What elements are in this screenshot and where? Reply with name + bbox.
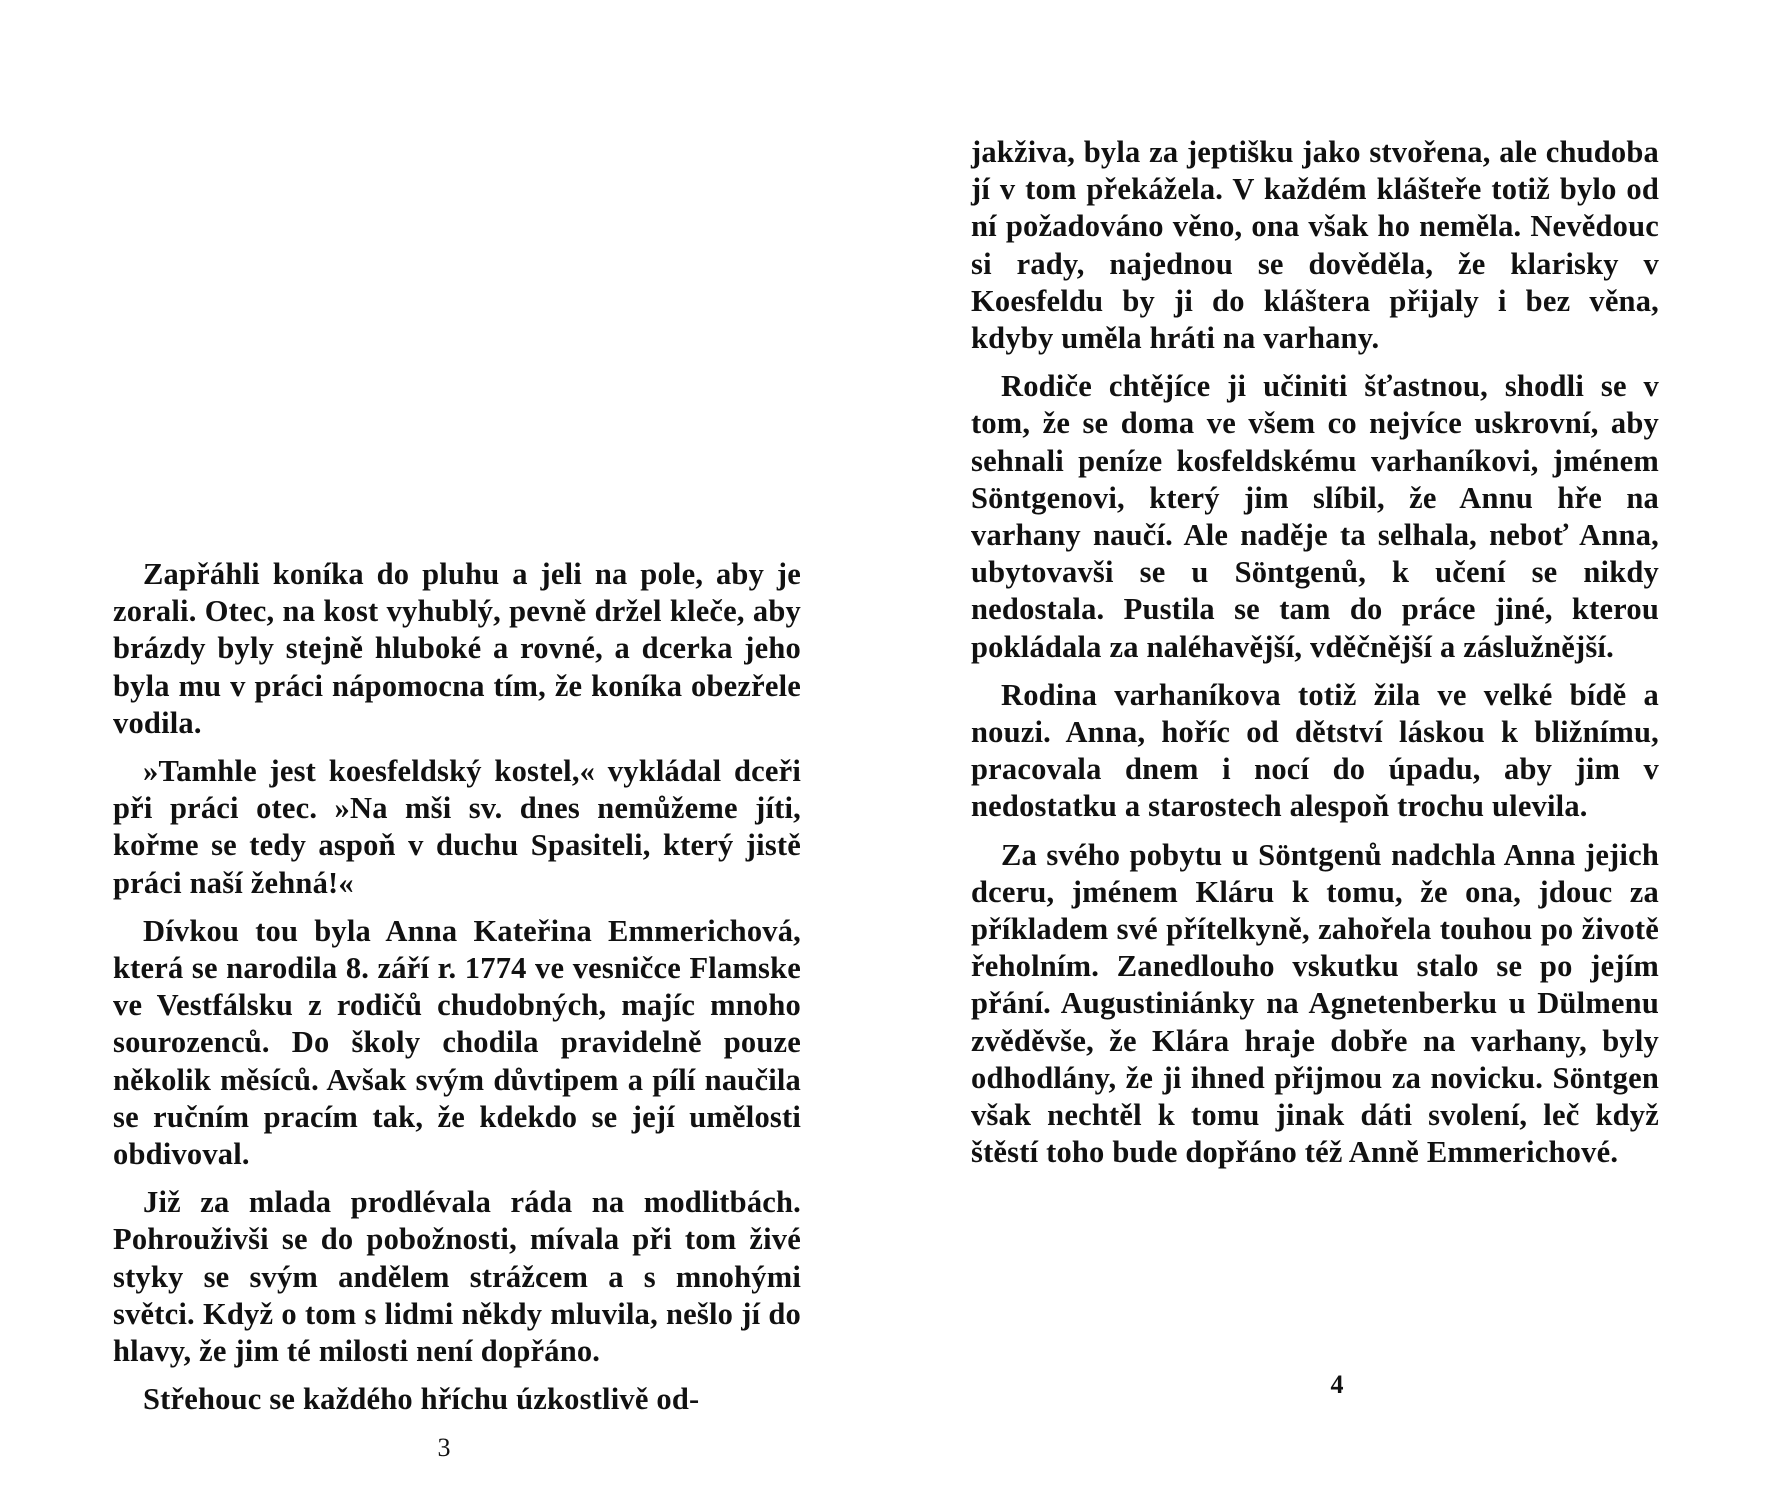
paragraph-left-2: »Tamhle jest koesfeldský kostel,« vykládal dceři při práci otec. »Na mši sv. dnes nemůžeme jíti, kořme se tedy aspoň v duchu Spasiteli, který jistě práci naší žehná!« <box>113 754 801 900</box>
left-page-text <box>113 556 801 1429</box>
paragraph-right-4: Za svého pobytu u Söntgenů nadchla Anna jejich dceru, jménem Kláru k tomu, že ona, jdouc za příkladem své přítelkyně, zahořela touhou po životě řeholním. Zanedlouho vskutku stalo se po jejím přání. Augustiniánky na Agnetenberku u Dülmenu zvěděvše, že Klára hraje dobře na varhany, byly odhodlány, že ji ihned přijmou za novicku. Söntgen však nechtěl k tomu jinak dáti svolení, leč když štěstí toho bude dopřáno též Anně Emmerichové. <box>971 837 1659 1170</box>
paragraph-right-1: jakživa, byla za jeptišku jako stvořena, ale chudoba jí v tom překážela. V každém klášteře totiž bylo od ní požadováno věno, ona však ho neměla. Nevědouc si rady, najednou se dověděla, že klarisky v Koesfeldu by ji do kláštera přijaly i bez věna, kdyby uměla hráti na varhany. <box>971 135 1659 356</box>
paragraph-left-5: Střehouc se každého hříchu úzkostlivě od- <box>143 1382 700 1417</box>
paragraph-left-3: Dívkou tou byla Anna Kateřina Emmerichová, která se narodila 8. září r. 1774 ve vesničce Flamske ve Vestfálsku z rodičů chudobných, majíc mnoho sourozenců. Do školy chodila pravidelně pouze několik měsíců. Avšak svým důvtipem a pílí naučila se ručním pracím tak, že kdekdo se její umělosti obdivoval. <box>113 913 801 1172</box>
paragraph-right-3: Rodina varhaníkova totiž žila ve velké bídě a nouzi. Anna, hoříc od dětství láskou k bližnímu, pracovala dnem i nocí do úpadu, aby jim v nedostatku a starostech alespoň trochu ulevila. <box>971 677 1659 824</box>
right-page <box>885 0 1770 1500</box>
right-page-text <box>971 134 1659 1182</box>
paragraph-left-1: Zapřáhli koníka do pluhu a jeli na pole, aby je zorali. Otec, na kost vyhublý, pevně držel kleče, aby brázdy byly stejně hluboké a rovné, a dcerka jeho byla mu v práci nápomocna tím, že koníka obezřele vodila. <box>113 557 801 740</box>
paragraph-left-4: Již za mlada prodlévala ráda na modlitbách. Pohrouživši se do pobožnosti, mívala při tom živé styky se svým andělem strážcem a s mnohými světci. Když o tom s lidmi někdy mluvila, nešlo jí do hlavy, že jim té milosti není dopřáno. <box>113 1185 801 1369</box>
page-number-left: 3 <box>437 1433 451 1462</box>
page-number-right: 4 <box>1330 1370 1344 1399</box>
paragraph-right-2: Rodiče chtějíce ji učiniti šťastnou, shodli se v tom, že se doma ve všem co nejvíce uskrovní, aby sehnali peníze kosfeldskému varhaníkovi, jménem Söntgenovi, který jim slíbil, že Annu hře na varhany naučí. Ale naděje ta selhala, neboť Anna, ubytovavši se u Söntgenů, k učení se nikdy nedostala. Pustila se tam do práce jiné, kterou pokládala za naléhavější, vděčnější a záslužnější. <box>971 369 1659 664</box>
